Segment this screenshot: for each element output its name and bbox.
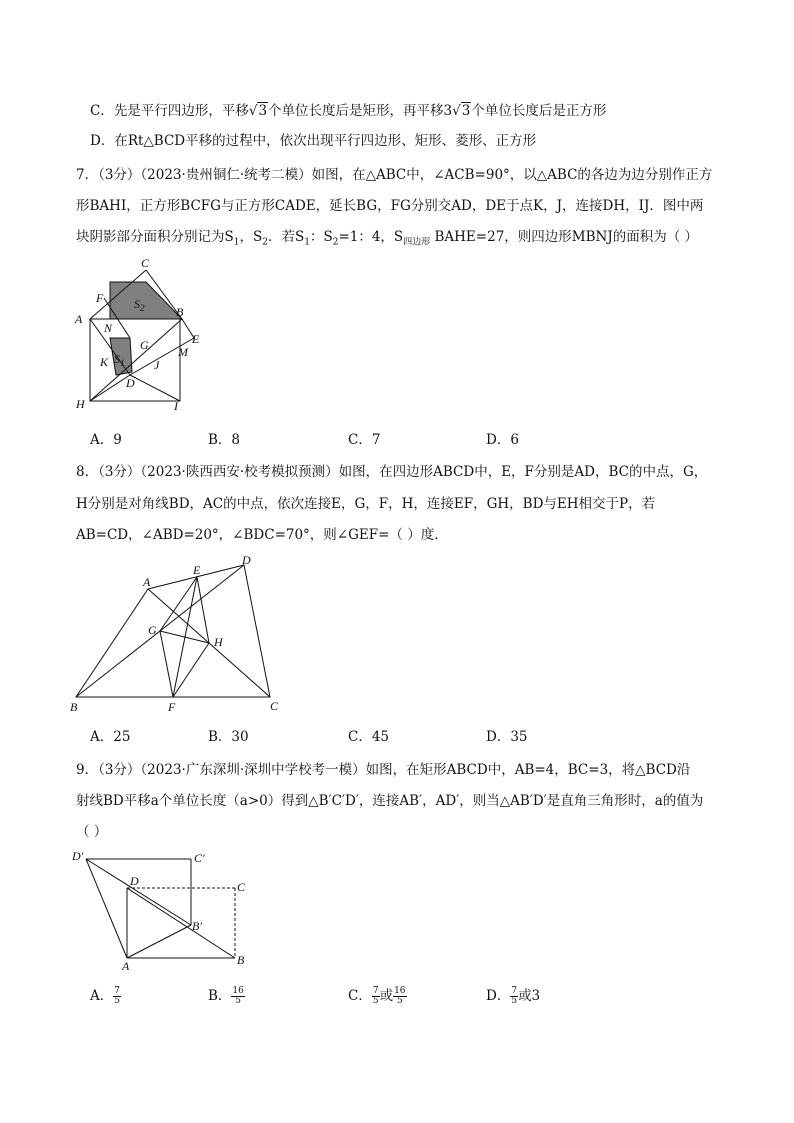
q7-option-a[interactable]: A．9 bbox=[90, 432, 122, 448]
label-g: G bbox=[140, 338, 149, 352]
fraction: $\frac{16}{5}$ bbox=[232, 986, 244, 1006]
q8-text-line1: 8．（3分）（2023·陕西西安·校考模拟预测）如图，在四边形ABCD中，E，F分别是AD，BC的中点，G， bbox=[76, 464, 708, 480]
label-s1: $S_1$ bbox=[114, 352, 125, 368]
fraction: $\frac{7}{5}$ bbox=[114, 986, 120, 1006]
q8-figure bbox=[66, 555, 286, 717]
q6-option-c: C．先是平行四边形，平移√3个单位长度后是矩形，再平移3√3个单位长度后是正方形 bbox=[90, 103, 607, 119]
label-a: A bbox=[143, 575, 151, 589]
label-a: A bbox=[122, 959, 130, 972]
q9-figure bbox=[70, 848, 260, 972]
sqrt-symbol: √ bbox=[248, 103, 258, 119]
q9-option-c[interactable]: C． $\frac{7}{5}$ 或 $\frac{16}{5}$ bbox=[348, 986, 406, 1006]
label-i: I bbox=[174, 399, 178, 413]
segment-he bbox=[197, 577, 209, 643]
label-d: D bbox=[130, 874, 139, 888]
label-n: N bbox=[104, 321, 113, 335]
q7-option-b[interactable]: B．8 bbox=[208, 432, 241, 448]
label-e: E bbox=[193, 563, 201, 577]
segment bbox=[90, 375, 130, 401]
label-g: G bbox=[148, 623, 157, 637]
label-m: M bbox=[178, 345, 188, 359]
label-f: F bbox=[168, 700, 176, 714]
shaded-region-s2 bbox=[110, 282, 182, 319]
q8-option-b[interactable]: B．30 bbox=[208, 729, 249, 745]
q7-option-d[interactable]: D．6 bbox=[486, 432, 519, 448]
label-k: K bbox=[100, 355, 109, 369]
label-b: B bbox=[176, 305, 184, 319]
segment-gf bbox=[160, 631, 173, 697]
q8-text-line2: H分别是对角线BD，AC的中点，依次连接E，G，F，H，连接EF，GH，BD与EH相交于P，若 bbox=[76, 496, 656, 512]
label-j: J bbox=[154, 358, 160, 372]
q9-text-line2: 射线BD平移a个单位长度（a>0）得到△B′C′D′，连接AB′，AD′，则当△AB′D′是直角三角形时，a的值为 bbox=[76, 793, 704, 809]
label-d: D bbox=[242, 555, 251, 567]
fraction: $\frac{7}{5}$ bbox=[372, 986, 379, 1006]
q9-option-d[interactable]: D． $\frac{7}{5}$ 或3 bbox=[486, 986, 541, 1006]
label-b: B bbox=[237, 953, 245, 967]
q7-figure bbox=[70, 258, 220, 416]
label-c: C bbox=[270, 699, 279, 713]
q8-text-line3: AB=CD，∠ABD=20°，∠BDC=70°，则∠GEF=（ ）度． bbox=[76, 527, 448, 543]
segment-a-bp bbox=[127, 925, 191, 958]
label-f: F bbox=[96, 291, 104, 305]
q9-option-a[interactable]: A． $\frac{7}{5}$ bbox=[90, 986, 120, 1006]
q7-option-c[interactable]: C．7 bbox=[348, 432, 381, 448]
fraction: $\frac{16}{5}$ bbox=[394, 986, 406, 1006]
q8-option-d[interactable]: D．35 bbox=[486, 729, 528, 745]
q6-option-d: D．在Rt△BCD平移的过程中，依次出现平行四边形、矩形、菱形、正方形 bbox=[90, 133, 537, 149]
segment-dp-bp bbox=[86, 859, 191, 925]
label-c-prime: C′ bbox=[194, 851, 205, 865]
q9-options bbox=[90, 986, 730, 1006]
label-c: C bbox=[141, 258, 150, 270]
label-h: H bbox=[76, 397, 85, 411]
q9-text-line3: （ ） bbox=[76, 824, 108, 840]
label-b-prime: B′ bbox=[192, 919, 202, 933]
q7-text-line1: 7．（3分）（2023·贵州铜仁·统考二模）如图，在△ABC中，∠ACB=90°，以△ABC的各边为边分别作正方 bbox=[76, 167, 713, 183]
q7-text-line2: 形BAHI，正方形BCFG与正方形CADE，延长BG，FG分别交AD，DE于点K，J，连接DH，IJ．图中两 bbox=[76, 198, 704, 214]
q7-options bbox=[90, 430, 730, 450]
q8-options bbox=[90, 727, 730, 747]
segment bbox=[130, 375, 180, 401]
segment-a-dp bbox=[86, 859, 127, 958]
label-s2: $S_2$ bbox=[134, 297, 145, 313]
label-e: E bbox=[192, 332, 200, 346]
label-a: A bbox=[75, 312, 83, 326]
q7-text-line3: 块阴影部分面积分别记为$S_1$，$S_2$．若$S_1$：$S_2=1$：4，$S_{四边形}$ BAHE=27，则四边形MBNJ的面积为（ ） bbox=[76, 229, 699, 248]
sqrt-symbol: √ bbox=[452, 103, 461, 119]
label-c: C bbox=[237, 880, 246, 894]
label-b: B bbox=[70, 700, 78, 714]
quadrilateral-abcd bbox=[76, 565, 270, 697]
label-h: H bbox=[214, 635, 223, 649]
q9-text-line1: 9．（3分）（2023·广东深圳·深圳中学校考一模）如图，在矩形ABCD中，AB=4，BC=3，将△BCD沿 bbox=[76, 762, 691, 778]
fraction: $\frac{7}{5}$ bbox=[511, 986, 518, 1006]
label-d-prime: D′ bbox=[72, 849, 84, 863]
q8-option-a[interactable]: A．25 bbox=[90, 729, 131, 745]
label-d: D bbox=[126, 376, 135, 390]
segment-b-d bbox=[127, 888, 235, 958]
q9-option-b[interactable]: B． $\frac{16}{5}$ bbox=[208, 986, 244, 1006]
q8-option-c[interactable]: C．45 bbox=[348, 729, 390, 745]
